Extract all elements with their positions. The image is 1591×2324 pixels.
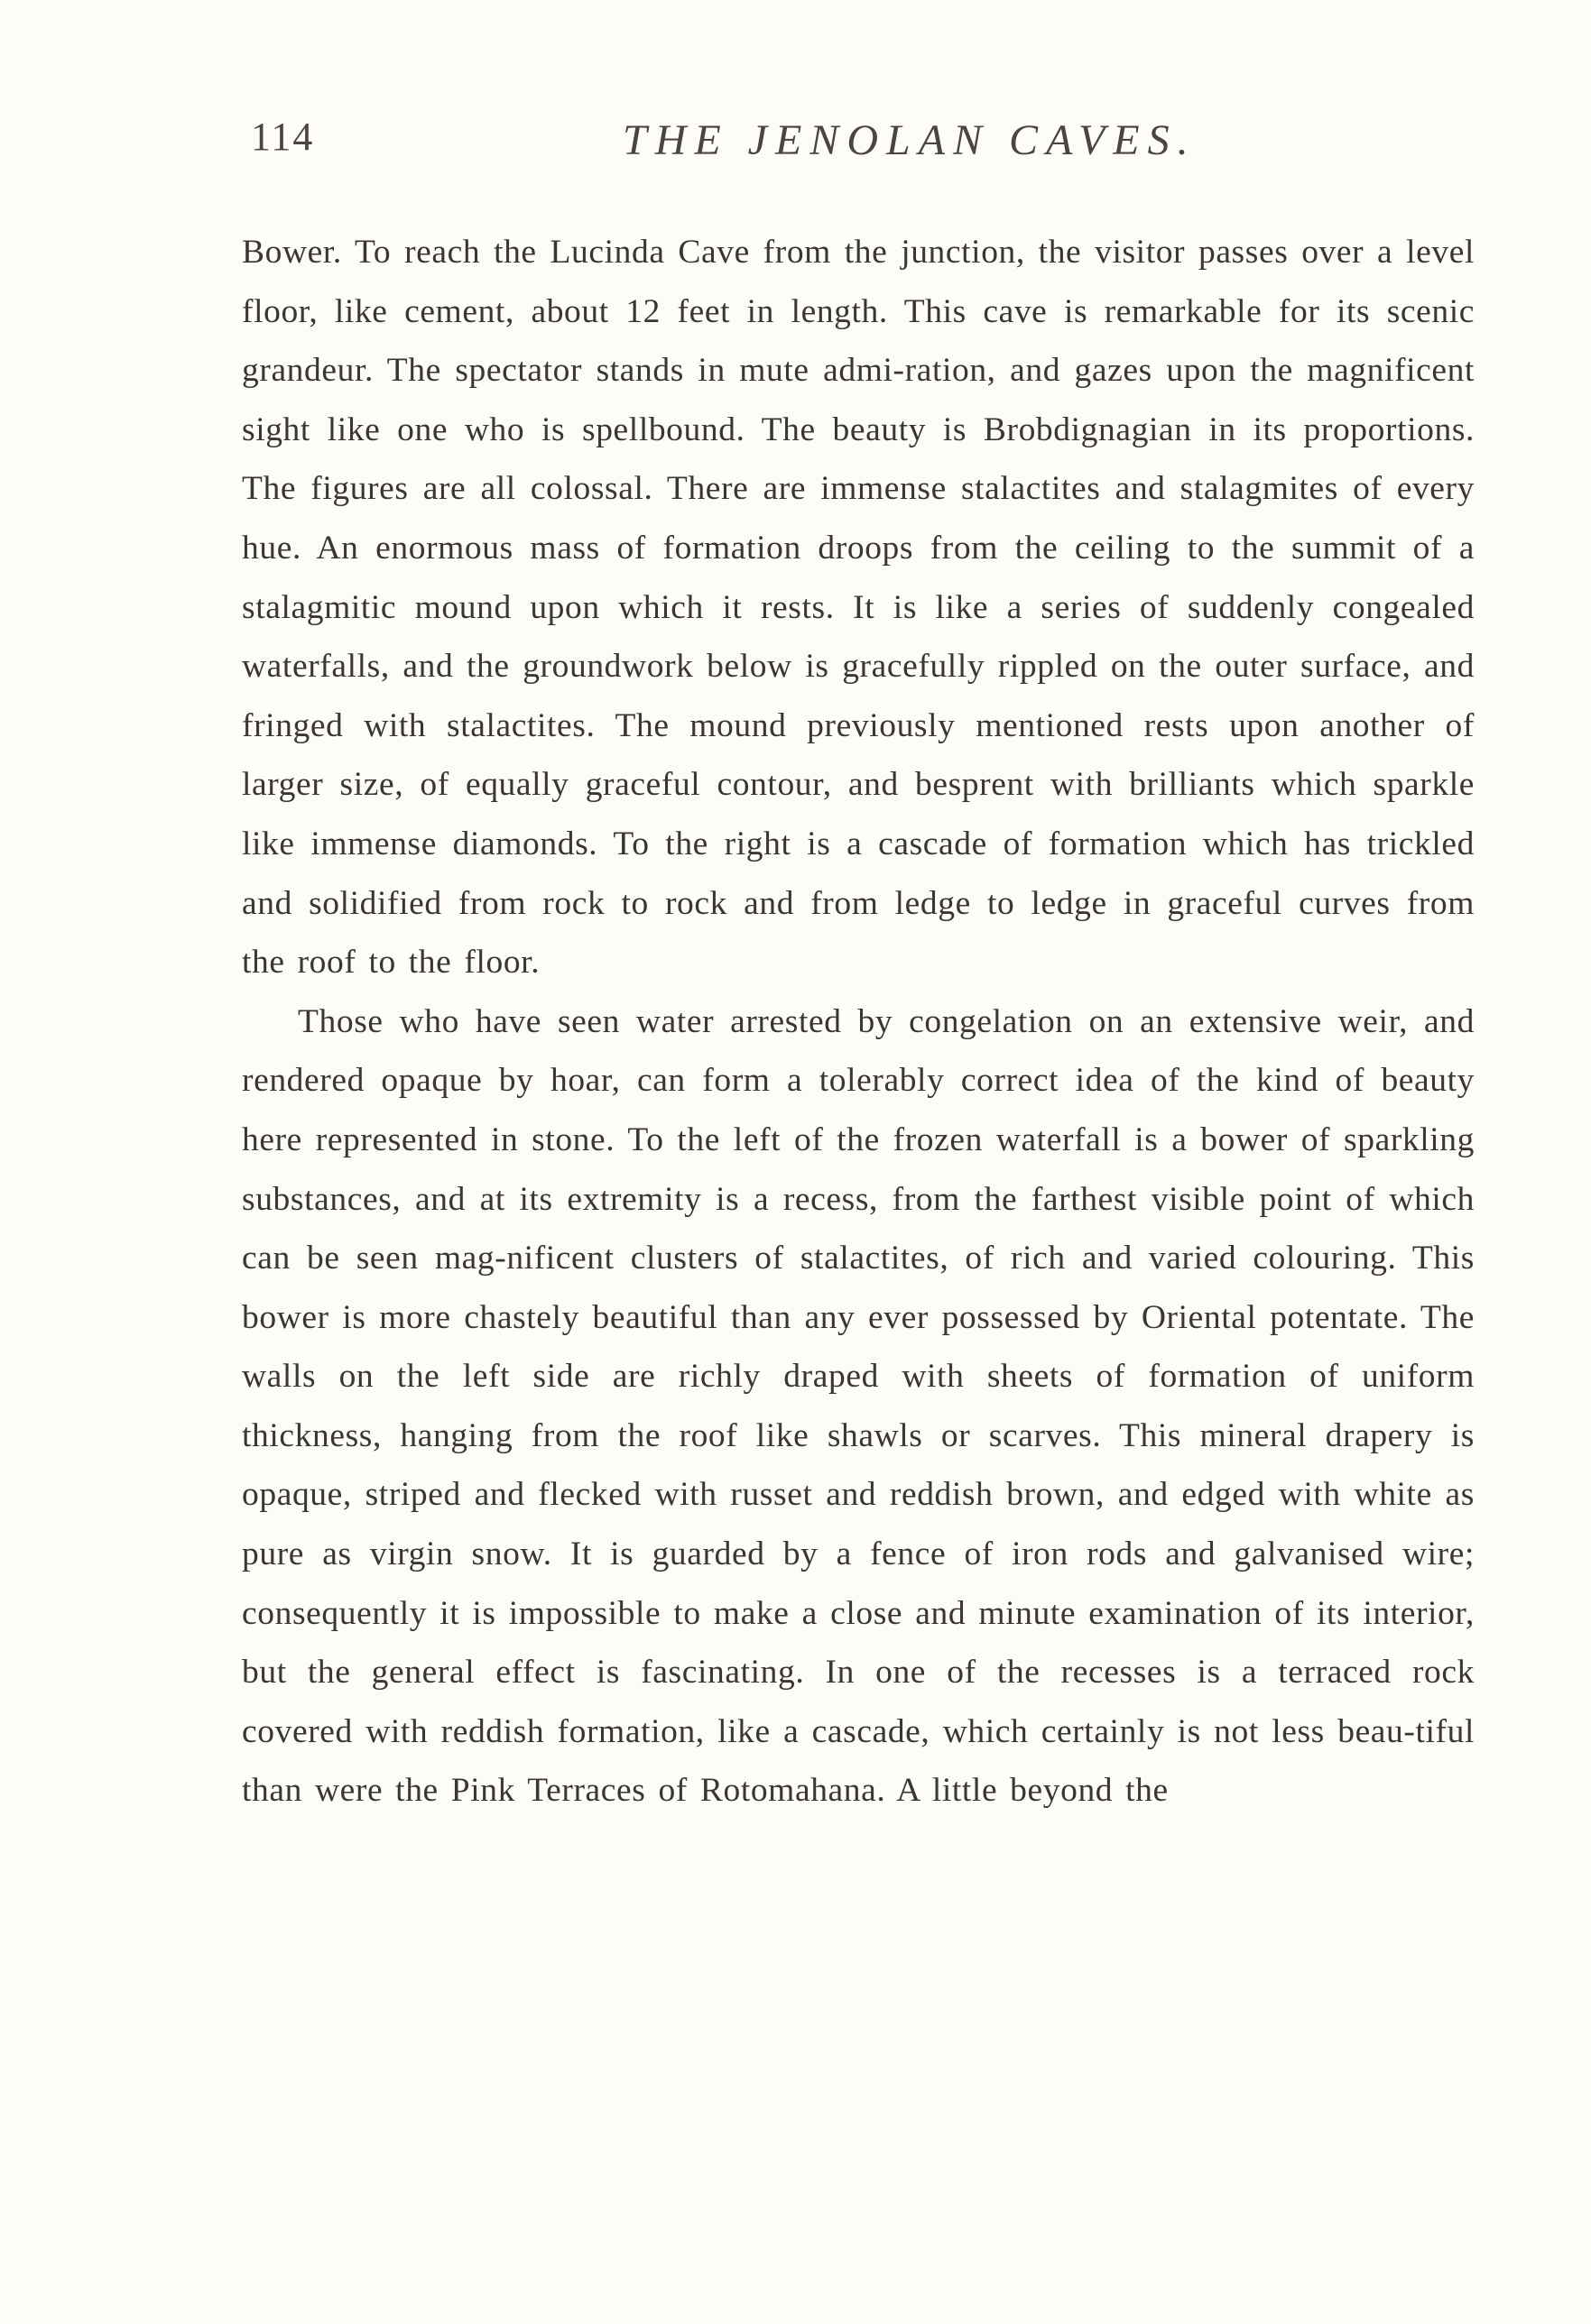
paragraph: Those who have seen water arrested by congelation on an extensive weir, and rendered opaque by hoar, can form a tolerably correct idea of the kind of beauty here represented in stone. To the left of the frozen waterfall is a bower of sparkling substances, and at its extremity is a recess, from the farthest visible point of which can be seen mag-nificent clusters of stalactites, of rich and varied colouring. This bower is more chastely beautiful than any ever possessed by Oriental potentate. The walls on the left side are richly draped with sheets of formation of uniform thickness, hanging from the roof like shawls or scarves. This mineral drapery is opaque, striped and flecked with russet and reddish brown, and edged with white as pure as virgin snow. It is guarded by a fence of iron rods and galvanised wire; consequently it is impossible to make a close and minute examination of its interior, but the general effect is fascinating. In one of the recesses is a terraced rock covered with reddish formation, like a cascade, which certainly is not less beau-tiful than were the Pink Terraces of Rotomahana. A little beyond the [242,1002,1475,1810]
running-title: THE JENOLAN CAVES. [623,116,1197,164]
running-header [0,106,1591,179]
page-number: 114 [251,115,315,159]
paragraph: Bower. To reach the Lucinda Cave from the junction, the visitor passes over a level floor, like cement, about 12 feet in length. This cave is remarkable for its scenic grandeur. The spectator stands in mute admi-ration, and gazes upon the magnificent sight like one who is spellbound. The beauty is Brobdignagian in its proportions. The figures are all colossal. There are immense stalactites and stalagmites of every hue. An enormous mass of formation droops from the ceiling to the summit of a stalagmitic mound upon which it rests. It is like a series of suddenly congealed waterfalls, and the groundwork below is gracefully rippled on the outer surface, and fringed with stalactites. The mound previously mentioned rests upon another of larger size, of equally graceful contour, and besprent with brilliants which sparkle like immense diamonds. To the right is a cascade of formation which has trickled and solidified from rock to rock and from ledge to ledge in graceful curves from the roof to the floor. [242,234,1475,982]
body-text [242,223,1475,1821]
